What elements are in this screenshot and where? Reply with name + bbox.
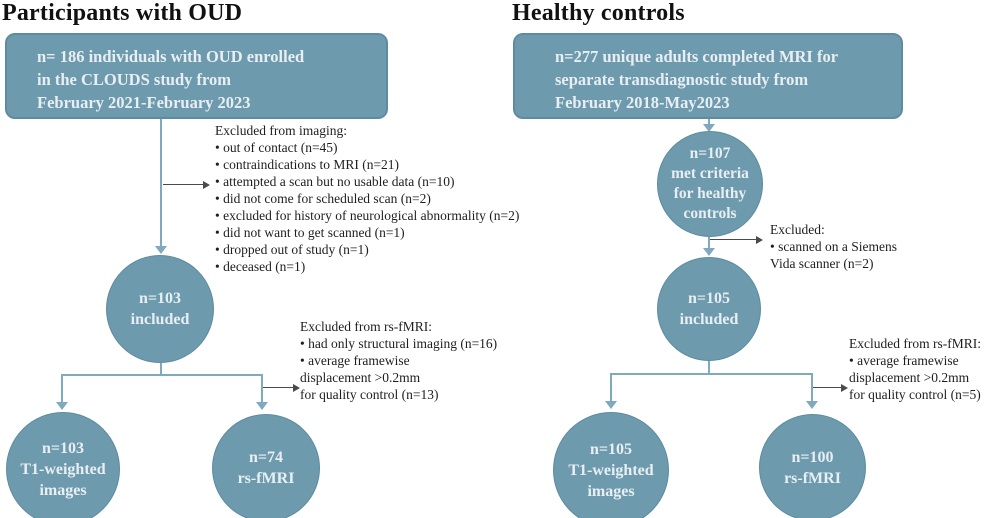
hc-t1-circle — [553, 412, 669, 518]
hc-t1-branch-line — [610, 374, 612, 402]
hc-enrollment-box — [513, 33, 903, 119]
hc-fmri-circle — [759, 414, 866, 518]
oud-t1-circle — [6, 412, 120, 518]
exclusion-line: • had only structural imaging (n=16) — [300, 336, 498, 351]
hc-scanner-exclusion-arrow — [710, 239, 756, 240]
circle-line: n=105 — [687, 290, 730, 307]
oud-enrollment-line: February 2021-February 2023 — [37, 93, 251, 112]
oud-column-title: Participants with OUD — [2, 0, 243, 26]
oud-enrollment-box — [5, 33, 388, 119]
oud-fmri-exclusion-arrow — [263, 387, 293, 388]
arrowhead-right-icon — [756, 236, 763, 244]
hc-fmri-exclusion-arrow — [813, 387, 841, 388]
arrowhead-right-icon — [203, 181, 210, 189]
oud-imaging-exclusion-arrow — [163, 184, 203, 185]
arrowhead-down-icon — [605, 401, 617, 409]
oud-enrollment-line: in the CLOUDS study from — [37, 70, 232, 89]
circle-line: included — [130, 311, 190, 328]
exclusion-line: • deceased (n=1) — [215, 259, 306, 274]
exclusion-line: Excluded: — [770, 222, 825, 237]
circle-line: T1-weighted — [568, 461, 654, 479]
hc-fmri-branch-line — [811, 374, 813, 402]
oud-fmri-branch-line — [261, 375, 263, 403]
exclusion-line: • contraindications to MRI (n=21) — [215, 157, 400, 172]
hc-included-circle — [657, 257, 761, 361]
circle-line: n=74 — [248, 449, 283, 466]
circle-line: n=100 — [791, 448, 834, 466]
exclusion-line: • out of contact (n=45) — [215, 140, 338, 155]
oud-included-circle — [106, 255, 214, 363]
arrowhead-right-icon — [841, 384, 848, 392]
arrowhead-down-icon — [155, 246, 167, 254]
circle-line: n=103 — [138, 290, 181, 307]
exclusion-line: for quality control (n=5) — [849, 387, 981, 402]
hc-enrollment-line: n=277 unique adults completed MRI for — [555, 47, 839, 66]
arrowhead-down-icon — [703, 248, 715, 256]
exclusion-line: • dropped out of study (n=1) — [215, 242, 369, 257]
exclusion-line: • attempted a scan but no usable data (n=10) — [215, 174, 455, 189]
exclusion-line: • average framewise — [849, 353, 959, 368]
exclusion-line: for quality control (n=13) — [300, 387, 439, 402]
arrowhead-down-icon — [256, 402, 268, 410]
hc-enrollment-line: February 2018-May2023 — [555, 93, 730, 112]
arrowhead-right-icon — [293, 384, 300, 392]
exclusion-line: Excluded from imaging: — [215, 123, 347, 138]
circle-line: rs-fMRI — [784, 469, 841, 487]
oud-split-bar-line — [61, 374, 263, 376]
arrowhead-down-icon — [806, 401, 818, 409]
hc-split-bar-line — [610, 373, 813, 375]
circle-line: images — [587, 482, 635, 500]
circle-line: rs-fMRI — [237, 470, 295, 487]
exclusion-line: • scanned on a Siemens — [770, 239, 897, 254]
oud-fmri-circle — [212, 414, 320, 518]
circle-line: n=103 — [41, 439, 84, 457]
exclusion-line: • did not want to get scanned (n=1) — [215, 225, 405, 240]
circle-line: n=105 — [589, 440, 632, 458]
exclusion-line: displacement >0.2mm — [300, 370, 421, 385]
circle-line: met criteria — [671, 165, 749, 182]
exclusion-line: • average framewise — [300, 353, 410, 368]
oud-fmri-exclusions-note — [300, 318, 497, 403]
arrowhead-down-icon — [56, 402, 68, 410]
exclusion-line: displacement >0.2mm — [849, 370, 970, 385]
hc-enrollment-line: separate transdiagnostic study from — [555, 70, 809, 89]
hc-column-title: Healthy controls — [512, 0, 685, 26]
oud-imaging-exclusions-note — [215, 122, 519, 275]
hc-met-criteria-circle — [657, 131, 763, 237]
oud-enroll-to-included-line — [160, 119, 162, 247]
hc-scanner-exclusions-note — [770, 221, 897, 272]
oud-enrollment-line: n= 186 individuals with OUD enrolled — [37, 47, 305, 66]
exclusion-line: Excluded from rs-fMRI: — [300, 319, 432, 334]
hc-fmri-exclusions-note — [849, 335, 981, 403]
circle-line: included — [679, 311, 739, 328]
oud-t1-branch-line — [61, 375, 63, 403]
exclusion-line: • excluded for history of neurological abnormality (n=2) — [215, 208, 520, 223]
circle-line: images — [39, 481, 87, 499]
exclusion-line: Vida scanner (n=2) — [770, 256, 874, 271]
circle-line: n=107 — [689, 145, 731, 162]
circle-line: controls — [683, 205, 737, 222]
circle-line: for healthy — [673, 185, 747, 202]
exclusion-line: Excluded from rs-fMRI: — [849, 336, 981, 351]
exclusion-line: • did not come for scheduled scan (n=2) — [215, 191, 431, 206]
circle-line: T1-weighted — [20, 460, 106, 478]
